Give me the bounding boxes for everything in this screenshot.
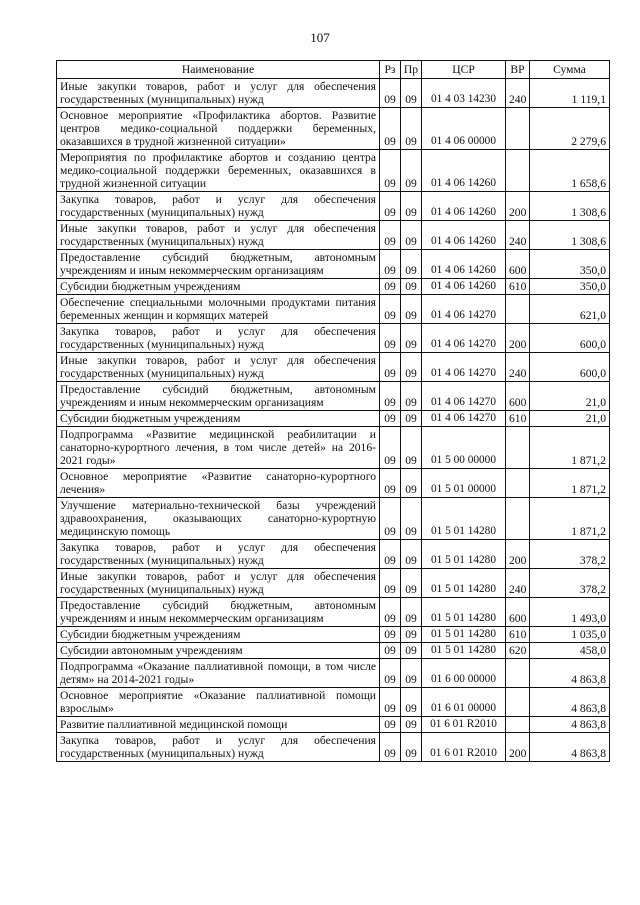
cell-sum: 4 863,8	[530, 717, 610, 733]
cell-name: Предоставление субсидий бюджетным, автономным учреждениям и иным некоммерческим организациям	[57, 382, 380, 411]
cell-csr: 01 4 06 14260	[422, 192, 506, 221]
cell-csr: 01 6 01 00000	[422, 688, 506, 717]
header-rz: Рз	[380, 61, 401, 79]
cell-vr: 600	[506, 250, 530, 279]
table-row	[57, 659, 610, 688]
cell-vr: 240	[506, 569, 530, 598]
cell-sum: 1 871,2	[530, 427, 610, 469]
cell-pr: 09	[401, 427, 422, 469]
cell-rz: 09	[380, 627, 401, 643]
header-csr: ЦСР	[422, 61, 506, 79]
cell-name: Иные закупки товаров, работ и услуг для обеспечения государственных (муниципальных) нужд	[57, 221, 380, 250]
cell-rz: 09	[380, 427, 401, 469]
table-row	[57, 411, 610, 427]
cell-vr: 610	[506, 627, 530, 643]
cell-name: Субсидии бюджетным учреждениям	[57, 279, 380, 295]
cell-csr: 01 4 06 14270	[422, 411, 506, 427]
header-sum: Сумма	[530, 61, 610, 79]
cell-pr: 09	[401, 150, 422, 192]
cell-pr: 09	[401, 733, 422, 762]
table-row	[57, 598, 610, 627]
table-row	[57, 150, 610, 192]
cell-rz: 09	[380, 279, 401, 295]
cell-pr: 09	[401, 221, 422, 250]
table-row	[57, 498, 610, 540]
cell-name: Закупка товаров, работ и услуг для обеспечения государственных (муниципальных) нужд	[57, 192, 380, 221]
cell-csr: 01 5 01 14280	[422, 598, 506, 627]
cell-csr: 01 6 00 00000	[422, 659, 506, 688]
cell-name: Мероприятия по профилактике абортов и созданию центра медико-социальной поддержки беременных, оказавшихся в трудной жизненной ситуации	[57, 150, 380, 192]
cell-rz: 09	[380, 717, 401, 733]
cell-sum: 1 493,0	[530, 598, 610, 627]
cell-sum: 600,0	[530, 353, 610, 382]
cell-rz: 09	[380, 295, 401, 324]
cell-name: Предоставление субсидий бюджетным, автономным учреждениям и иным некоммерческим организациям	[57, 598, 380, 627]
cell-rz: 09	[380, 411, 401, 427]
cell-sum: 378,2	[530, 569, 610, 598]
cell-vr	[506, 427, 530, 469]
cell-pr: 09	[401, 324, 422, 353]
cell-name: Основное мероприятие «Развитие санаторно-курортного лечения»	[57, 469, 380, 498]
cell-rz: 09	[380, 382, 401, 411]
cell-vr	[506, 150, 530, 192]
cell-sum: 21,0	[530, 411, 610, 427]
cell-vr: 200	[506, 192, 530, 221]
cell-rz: 09	[380, 469, 401, 498]
table-row	[57, 382, 610, 411]
cell-rz: 09	[380, 150, 401, 192]
cell-rz: 09	[380, 192, 401, 221]
cell-pr: 09	[401, 192, 422, 221]
header-vr: ВР	[506, 61, 530, 79]
cell-name: Основное мероприятие «Оказание паллиативной помощи взрослым»	[57, 688, 380, 717]
cell-rz: 09	[380, 498, 401, 540]
table-row	[57, 733, 610, 762]
cell-name: Подпрограмма «Развитие медицинской реабилитации и санаторно-курортного лечения, в том числе детей» на 2016-2021 годы»	[57, 427, 380, 469]
cell-pr: 09	[401, 353, 422, 382]
cell-vr	[506, 498, 530, 540]
cell-sum: 21,0	[530, 382, 610, 411]
cell-name: Развитие паллиативной медицинской помощи	[57, 717, 380, 733]
cell-pr: 09	[401, 295, 422, 324]
budget-table	[56, 60, 610, 762]
table-row	[57, 192, 610, 221]
cell-name: Иные закупки товаров, работ и услуг для обеспечения государственных (муниципальных) нужд	[57, 353, 380, 382]
cell-sum: 350,0	[530, 279, 610, 295]
cell-csr: 01 4 06 14260	[422, 221, 506, 250]
cell-rz: 09	[380, 688, 401, 717]
cell-name: Иные закупки товаров, работ и услуг для обеспечения государственных (муниципальных) нужд	[57, 569, 380, 598]
cell-sum: 4 863,8	[530, 659, 610, 688]
cell-rz: 09	[380, 598, 401, 627]
table-row	[57, 569, 610, 598]
header-name: Наименование	[57, 61, 380, 79]
cell-sum: 1 035,0	[530, 627, 610, 643]
cell-pr: 09	[401, 250, 422, 279]
cell-vr: 200	[506, 733, 530, 762]
cell-csr: 01 4 06 14270	[422, 382, 506, 411]
header-row	[57, 61, 610, 79]
table-row	[57, 353, 610, 382]
cell-rz: 09	[380, 659, 401, 688]
cell-csr: 01 4 06 14260	[422, 279, 506, 295]
cell-vr: 610	[506, 411, 530, 427]
cell-csr: 01 5 01 14280	[422, 498, 506, 540]
cell-name: Иные закупки товаров, работ и услуг для обеспечения государственных (муниципальных) нужд	[57, 79, 380, 108]
cell-pr: 09	[401, 382, 422, 411]
cell-csr: 01 5 00 00000	[422, 427, 506, 469]
cell-name: Субсидии бюджетным учреждениям	[57, 411, 380, 427]
cell-vr	[506, 108, 530, 150]
cell-csr: 01 4 06 14260	[422, 150, 506, 192]
cell-sum: 1 871,2	[530, 498, 610, 540]
cell-pr: 09	[401, 627, 422, 643]
cell-vr: 610	[506, 279, 530, 295]
cell-pr: 09	[401, 498, 422, 540]
cell-rz: 09	[380, 643, 401, 659]
cell-pr: 09	[401, 108, 422, 150]
cell-sum: 600,0	[530, 324, 610, 353]
cell-vr: 600	[506, 598, 530, 627]
cell-pr: 09	[401, 540, 422, 569]
table-row	[57, 324, 610, 353]
cell-rz: 09	[380, 324, 401, 353]
cell-rz: 09	[380, 569, 401, 598]
table-row	[57, 643, 610, 659]
cell-pr: 09	[401, 279, 422, 295]
cell-rz: 09	[380, 108, 401, 150]
page-number: 107	[310, 30, 330, 45]
cell-name: Основное мероприятие «Профилактика абортов. Развитие центров медико-социальной поддержки беременных, оказавшихся в трудной жизненной ситуации»	[57, 108, 380, 150]
cell-csr: 01 4 06 14270	[422, 324, 506, 353]
cell-rz: 09	[380, 221, 401, 250]
cell-vr: 200	[506, 540, 530, 569]
cell-name: Субсидии бюджетным учреждениям	[57, 627, 380, 643]
cell-pr: 09	[401, 643, 422, 659]
cell-name: Закупка товаров, работ и услуг для обеспечения государственных (муниципальных) нужд	[57, 324, 380, 353]
cell-csr: 01 5 01 14280	[422, 627, 506, 643]
cell-sum: 621,0	[530, 295, 610, 324]
cell-vr	[506, 717, 530, 733]
cell-vr: 240	[506, 79, 530, 108]
cell-sum: 1 658,6	[530, 150, 610, 192]
cell-csr: 01 5 01 14280	[422, 643, 506, 659]
cell-rz: 09	[380, 250, 401, 279]
table-row	[57, 279, 610, 295]
cell-sum: 378,2	[530, 540, 610, 569]
table-row	[57, 295, 610, 324]
cell-name: Закупка товаров, работ и услуг для обеспечения государственных (муниципальных) нужд	[57, 733, 380, 762]
cell-csr: 01 4 06 14270	[422, 295, 506, 324]
table-row	[57, 627, 610, 643]
cell-csr: 01 5 01 00000	[422, 469, 506, 498]
cell-vr: 240	[506, 353, 530, 382]
cell-pr: 09	[401, 569, 422, 598]
cell-csr: 01 5 01 14280	[422, 540, 506, 569]
cell-sum: 4 863,8	[530, 688, 610, 717]
table-row	[57, 717, 610, 733]
cell-pr: 09	[401, 469, 422, 498]
cell-sum: 458,0	[530, 643, 610, 659]
cell-name: Подпрограмма «Оказание паллиативной помощи, в том числе детям» на 2014-2021 годы»	[57, 659, 380, 688]
cell-vr	[506, 688, 530, 717]
table-body	[57, 79, 610, 762]
cell-vr	[506, 295, 530, 324]
table-row	[57, 540, 610, 569]
cell-csr: 01 4 06 00000	[422, 108, 506, 150]
cell-vr: 620	[506, 643, 530, 659]
cell-vr: 600	[506, 382, 530, 411]
table-row	[57, 469, 610, 498]
table-row	[57, 250, 610, 279]
cell-sum: 1 119,1	[530, 79, 610, 108]
cell-pr: 09	[401, 598, 422, 627]
cell-name: Закупка товаров, работ и услуг для обеспечения государственных (муниципальных) нужд	[57, 540, 380, 569]
cell-name: Субсидии автономным учреждениям	[57, 643, 380, 659]
table-row	[57, 79, 610, 108]
cell-rz: 09	[380, 79, 401, 108]
cell-sum: 1 871,2	[530, 469, 610, 498]
cell-pr: 09	[401, 411, 422, 427]
cell-name: Улучшение материально-технической базы учреждений здравоохранения, оказывающих санаторно-курортную медицинскую помощь	[57, 498, 380, 540]
cell-csr: 01 4 06 14270	[422, 353, 506, 382]
table-row	[57, 427, 610, 469]
cell-rz: 09	[380, 540, 401, 569]
cell-sum: 1 308,6	[530, 221, 610, 250]
table-row	[57, 688, 610, 717]
cell-pr: 09	[401, 688, 422, 717]
cell-sum: 1 308,6	[530, 192, 610, 221]
cell-sum: 4 863,8	[530, 733, 610, 762]
cell-csr: 01 6 01 R2010	[422, 717, 506, 733]
table-row	[57, 108, 610, 150]
cell-vr	[506, 659, 530, 688]
cell-csr: 01 6 01 R2010	[422, 733, 506, 762]
cell-sum: 2 279,6	[530, 108, 610, 150]
cell-pr: 09	[401, 659, 422, 688]
cell-pr: 09	[401, 717, 422, 733]
header-pr: Пр	[401, 61, 422, 79]
cell-name: Предоставление субсидий бюджетным, автономным учреждениям и иным некоммерческим организациям	[57, 250, 380, 279]
cell-csr: 01 5 01 14280	[422, 569, 506, 598]
cell-vr: 200	[506, 324, 530, 353]
table-row	[57, 221, 610, 250]
cell-name: Обеспечение специальными молочными продуктами питания беременных женщин и кормящих матерей	[57, 295, 380, 324]
cell-vr	[506, 469, 530, 498]
cell-rz: 09	[380, 353, 401, 382]
cell-vr: 240	[506, 221, 530, 250]
cell-rz: 09	[380, 733, 401, 762]
cell-sum: 350,0	[530, 250, 610, 279]
cell-pr: 09	[401, 79, 422, 108]
cell-csr: 01 4 03 14230	[422, 79, 506, 108]
cell-csr: 01 4 06 14260	[422, 250, 506, 279]
